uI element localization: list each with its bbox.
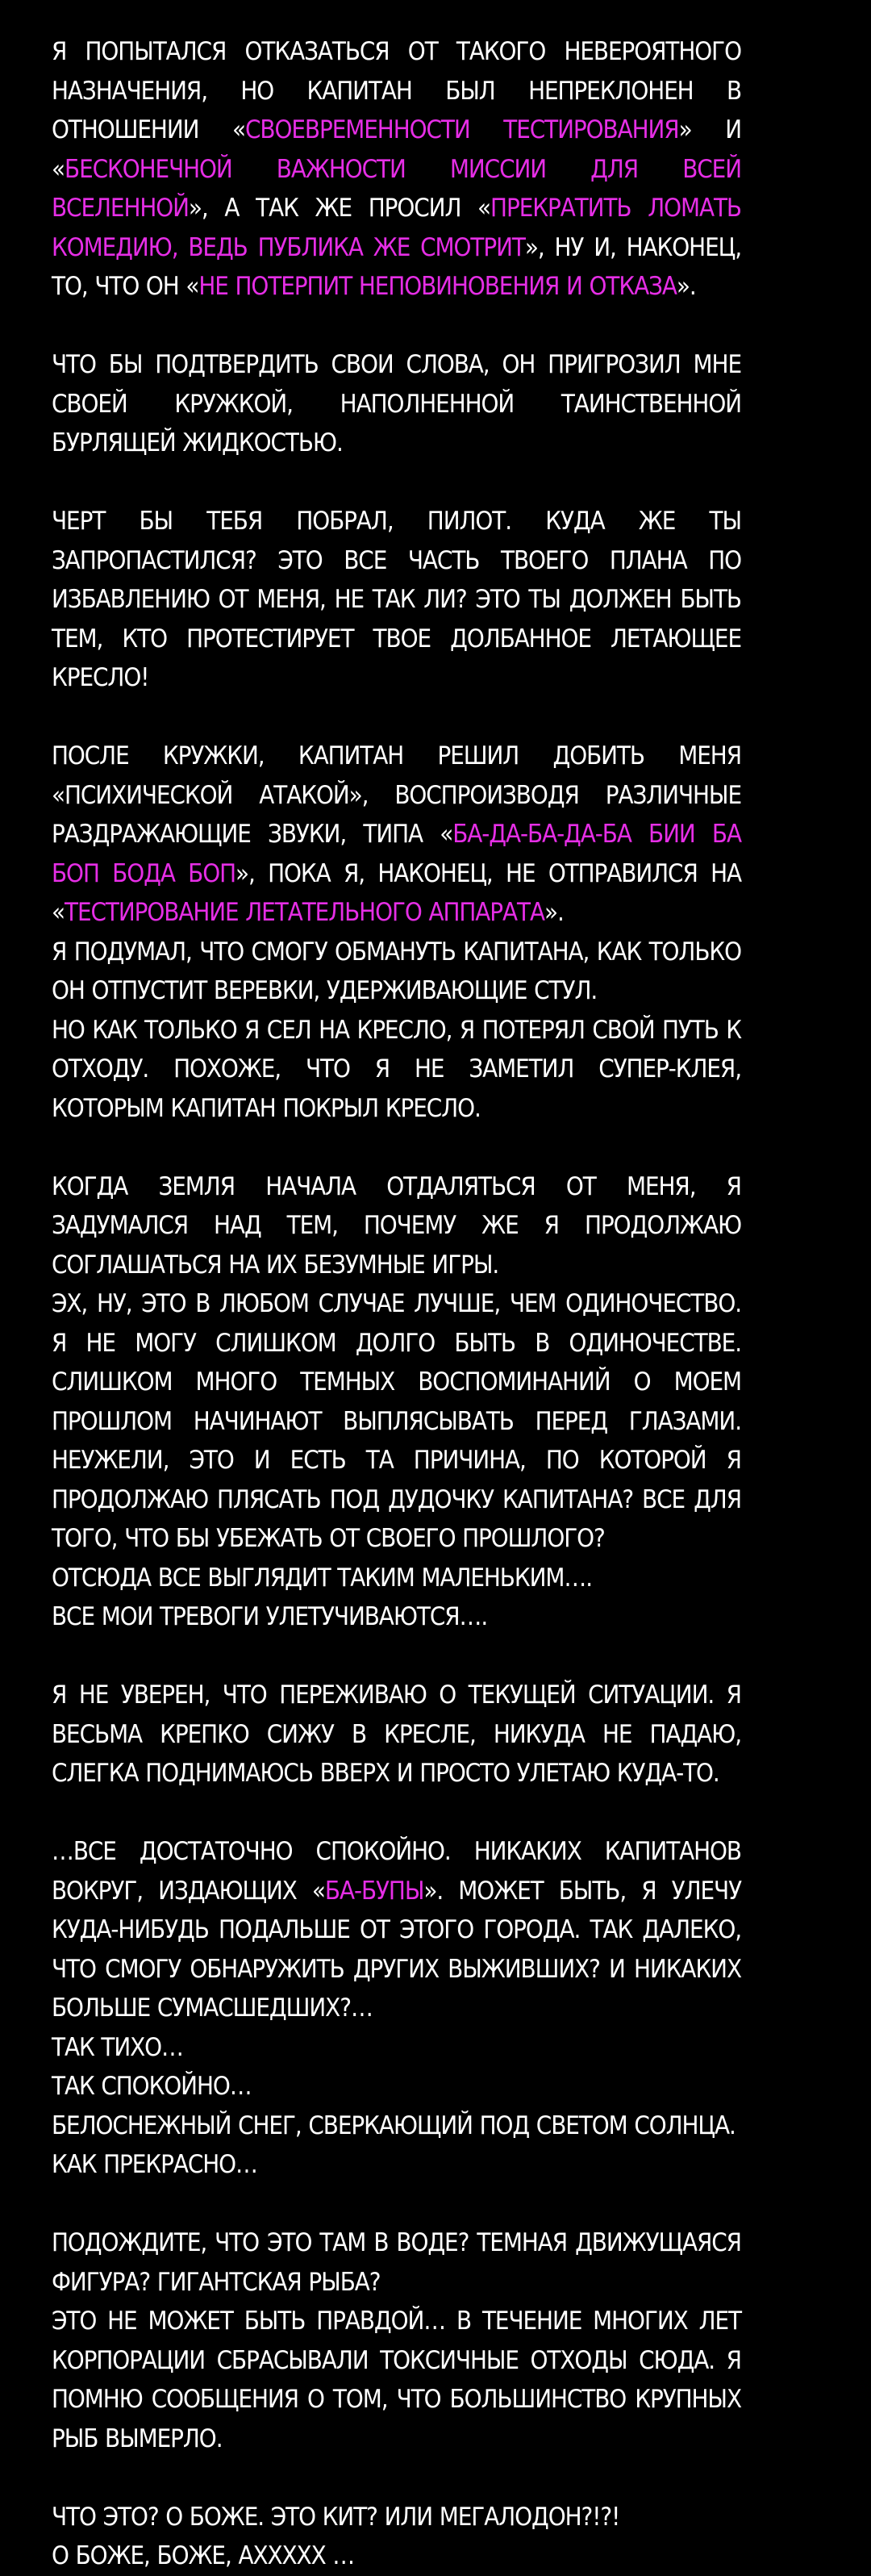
paragraph xyxy=(52,1832,741,2028)
text-run: КОГДА ЗЕМЛЯ НАЧАЛА ОТДАЛЯТЬСЯ ОТ МЕНЯ, Я ЗАДУМАЛСЯ НАД ТЕМ, ПОЧЕМУ ЖЕ Я ПРОДОЛЖАЮ СОГЛАШАТЬСЯ НА ИХ БЕЗУМНЫЕ ИГРЫ. xyxy=(52,1171,741,1280)
text-run: Я НЕ УВЕРЕН, ЧТО ПЕРЕЖИВАЮ О ТЕКУЩЕЙ СИТУАЦИИ. Я ВЕСЬМА КРЕПКО СИЖУ В КРЕСЛЕ, НИКУДА НЕ ПАДАЮ, СЛЕГКА ПОДНИМАЮСЬ ВВЕРХ И ПРОСТО УЛЕТАЮ КУДА-ТО. xyxy=(52,1680,741,1788)
text-run: ТАК СПОКОЙНО… xyxy=(52,2072,252,2101)
text-run: КАК ПРЕКРАСНО… xyxy=(52,2150,257,2179)
text-run: », ПОКА Я, НАКОНЕЦ, НЕ ОТПРАВИЛСЯ НА « xyxy=(52,858,741,927)
highlighted-quote: ПРЕКРАТИТЬ ЛОМАТЬ КОМЕДИЮ, ВЕДЬ ПУБЛИКА ЖЕ СМОТРИТ xyxy=(52,194,741,262)
text-run: О БОЖЕ, БОЖЕ, АХХХХХ … xyxy=(52,2541,355,2570)
text-run: ЧЕРТ БЫ ТЕБЯ ПОБРАЛ, ПИЛОТ. КУДА ЖЕ ТЫ ЗАПРОПАСТИЛСЯ? ЭТО ВСЕ ЧАСТЬ ТВОЕГО ПЛАНА ПО ИЗБАВЛЕНИЮ ОТ МЕНЯ, НЕ ТАК ЛИ? ЭТО ТЫ ДОЛЖЕН БЫТЬ ТЕМ, КТО ПРОТЕСТИРУЕТ ТВОЕ ДОЛБАННОЕ ЛЕТАЮЩЕЕ КРЕСЛО! xyxy=(52,507,741,692)
highlighted-quote: БА-ДА-БА-ДА-БА БИИ БА БОП БОДА БОП xyxy=(52,820,741,888)
paragraph-gap xyxy=(52,698,741,737)
text-run: ». МОЖЕТ БЫТЬ, Я УЛЕЧУ КУДА-НИБУДЬ ПОДАЛЬШЕ ОТ ЭТОГО ГОРОДА. ТАК ДАЛЕКО, ЧТО СМОГУ ОБНАРУЖИТЬ ДРУГИХ ВЫЖИВШИХ? И НИКАКИХ БОЛЬШЕ СУМАСШЕДШИХ?… xyxy=(52,1876,741,2023)
text-run: БЕЛОСНЕЖНЫЙ СНЕГ, СВЕРКАЮЩИЙ ПОД СВЕТОМ СОЛНЦА. xyxy=(52,2110,736,2140)
text-run: ПОДОЖДИТЕ, ЧТО ЭТО ТАМ В ВОДЕ? ТЕМНАЯ ДВИЖУЩАЯСЯ ФИГУРА? ГИГАНТСКАЯ РЫБА? xyxy=(52,2228,741,2297)
paragraph xyxy=(52,2106,741,2146)
text-run: ОТСЮДА ВСЕ ВЫГЛЯДИТ ТАКИМ МАЛЕНЬКИМ…. xyxy=(52,1563,592,1593)
text-run: » И « xyxy=(52,115,741,184)
text-run: ». xyxy=(544,898,564,927)
paragraph xyxy=(52,2302,741,2458)
paragraph-gap xyxy=(52,1793,741,1833)
paragraph-gap xyxy=(52,2185,741,2224)
text-run: НО КАК ТОЛЬКО Я СЕЛ НА КРЕСЛО, Я ПОТЕРЯЛ СВОЙ ПУТЬ К ОТХОДУ. ПОХОЖЕ, ЧТО Я НЕ ЗАМЕТИЛ СУПЕР-КЛЕЯ, КОТОРЫМ КАПИТАН ПОКРЫЛ КРЕСЛО. xyxy=(52,1015,741,1123)
highlighted-quote: БА-БУПЫ xyxy=(324,1876,424,1906)
paragraph xyxy=(52,32,741,307)
paragraph xyxy=(52,1284,741,1559)
story-text xyxy=(52,32,741,2576)
paragraph xyxy=(52,1597,741,1637)
paragraph xyxy=(52,1011,741,1129)
paragraph xyxy=(52,2223,741,2302)
paragraph xyxy=(52,933,741,1011)
paragraph xyxy=(52,1676,741,1793)
paragraph xyxy=(52,1167,741,1285)
paragraph xyxy=(52,2028,741,2068)
text-run: », НУ И, НАКОНЕЦ, ТО, ЧТО ОН « xyxy=(52,232,741,301)
text-run: Я ПОДУМАЛ, ЧТО СМОГУ ОБМАНУТЬ КАПИТАНА, КАК ТОЛЬКО ОН ОТПУСТИТ ВЕРЕВКИ, УДЕРЖИВАЮЩИЕ СТУЛ. xyxy=(52,937,741,1005)
paragraph-gap xyxy=(52,1128,741,1167)
text-run: ЭХ, НУ, ЭТО В ЛЮБОМ СЛУЧАЕ ЛУЧШЕ, ЧЕМ ОДИНОЧЕСТВО. Я НЕ МОГУ СЛИШКОМ ДОЛГО БЫТЬ В ОДИНОЧЕСТВЕ. СЛИШКОМ МНОГО ТЕМНЫХ ВОСПОМИНАНИЙ О МОЕМ ПРОШЛОМ НАЧИНАЮТ ВЫПЛЯСЫВАТЬ ПЕРЕД ГЛАЗАМИ. НЕУЖЕЛИ, ЭТО И ЕСТЬ ТА ПРИЧИНА, ПО КОТОРОЙ Я ПРОДОЛЖАЮ ПЛЯСАТЬ ПОД ДУДОЧКУ КАПИТАНА? ВСЕ ДЛЯ ТОГО, ЧТО БЫ УБЕЖАТЬ ОТ СВОЕГО ПРОШЛОГО? xyxy=(52,1289,741,1553)
text-run: …ВСЕ ДОСТАТОЧНО СПОКОЙНО. НИКАКИХ КАПИТАНОВ ВОКРУГ, ИЗДАЮЩИХ « xyxy=(52,1837,741,1906)
highlighted-quote: СВОЕВРЕМЕННОСТИ ТЕСТИРОВАНИЯ xyxy=(245,115,679,144)
text-run: ПОСЛЕ КРУЖКИ, КАПИТАН РЕШИЛ ДОБИТЬ МЕНЯ «ПСИХИЧЕСКОЙ АТАКОЙ», ВОСПРОИЗВОДЯ РАЗЛИЧНЫЕ РАЗДРАЖАЮЩИЕ ЗВУКИ, ТИПА « xyxy=(52,741,741,849)
paragraph xyxy=(52,2536,741,2576)
text-run: ТАК ТИХО… xyxy=(52,2032,183,2062)
text-run: ЧТО БЫ ПОДТВЕРДИТЬ СВОИ СЛОВА, ОН ПРИГРОЗИЛ МНЕ СВОЕЙ КРУЖКОЙ, НАПОЛНЕННОЙ ТАИНСТВЕННОЙ БУРЛЯЩЕЙ ЖИДКОСТЬЮ. xyxy=(52,350,741,457)
text-run: ЧТО ЭТО? О БОЖЕ. ЭТО КИТ? ИЛИ МЕГАЛОДОН?!?! xyxy=(52,2502,620,2532)
highlighted-quote: БЕСКОНЕЧНОЙ ВАЖНОСТИ МИССИИ ДЛЯ ВСЕЙ ВСЕЛЕННОЙ xyxy=(52,154,742,223)
text-run: ЭТО НЕ МОЖЕТ БЫТЬ ПРАВДОЙ… В ТЕЧЕНИЕ МНОГИХ ЛЕТ КОРПОРАЦИИ СБРАСЫВАЛИ ТОКСИЧНЫЕ ОТХОДЫ СЮДА. Я ПОМНЮ СООБЩЕНИЯ О ТОМ, ЧТО БОЛЬШИНСТВО КРУПНЫХ РЫБ ВЫМЕРЛО. xyxy=(52,2307,741,2453)
paragraph xyxy=(52,2498,741,2537)
paragraph xyxy=(52,2145,741,2185)
paragraph xyxy=(52,737,741,933)
text-run: », А ТАК ЖЕ ПРОСИЛ « xyxy=(188,194,491,223)
paragraph-gap xyxy=(52,2458,741,2498)
paragraph xyxy=(52,345,741,463)
text-run: Я ПОПЫТАЛСЯ ОТКАЗАТЬСЯ ОТ ТАКОГО НЕВЕРОЯТНОГО НАЗНАЧЕНИЯ, НО КАПИТАН БЫЛ НЕПРЕКЛОНЕН В ОТНОШЕНИИ « xyxy=(52,37,741,144)
paragraph xyxy=(52,1559,741,1598)
text-run: ». xyxy=(676,272,696,301)
text-run: ВСЕ МОИ ТРЕВОГИ УЛЕТУЧИВАЮТСЯ…. xyxy=(52,1602,488,1631)
paragraph-gap xyxy=(52,307,741,346)
paragraph-gap xyxy=(52,1637,741,1676)
highlighted-quote: НЕ ПОТЕРПИТ НЕПОВИНОВЕНИЯ И ОТКАЗА xyxy=(198,272,677,301)
paragraph xyxy=(52,502,741,698)
highlighted-quote: ТЕСТИРОВАНИЕ ЛЕТАТЕЛЬНОГО АППАРАТА xyxy=(65,898,544,927)
paragraph-gap xyxy=(52,463,741,503)
paragraph xyxy=(52,2067,741,2106)
